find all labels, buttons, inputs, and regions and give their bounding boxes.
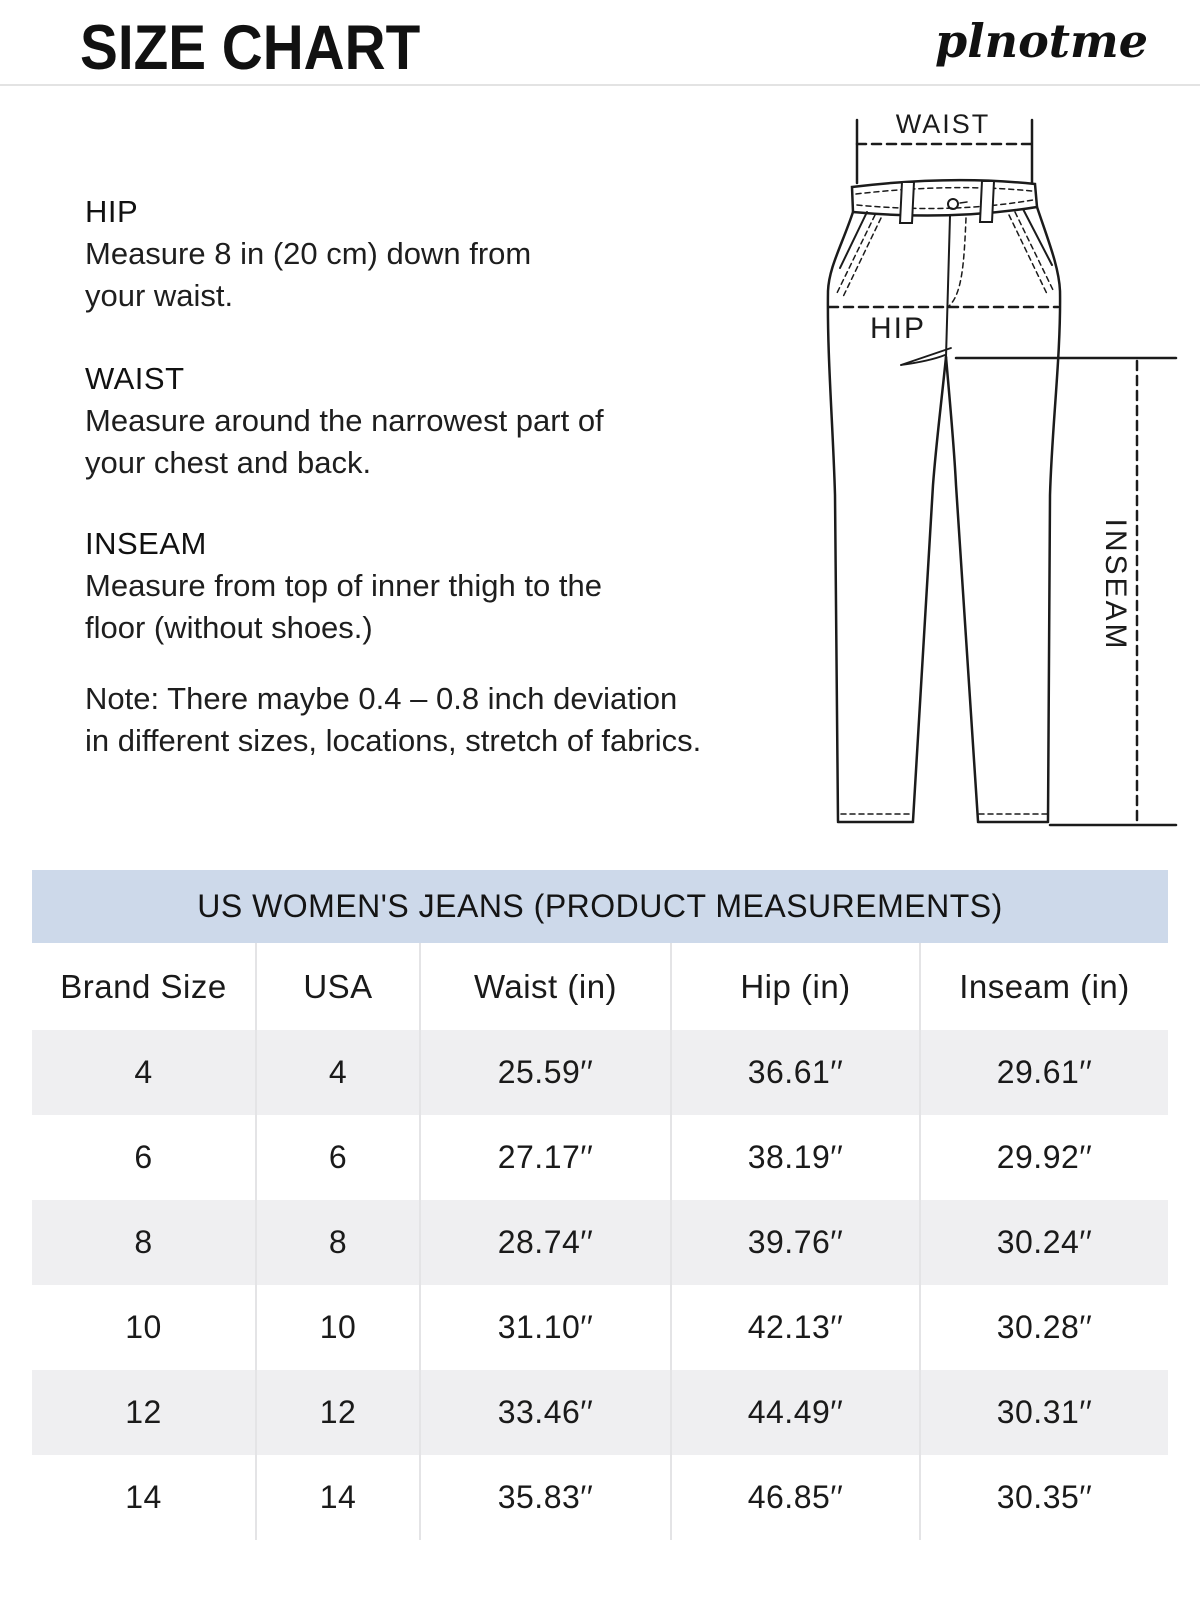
size-table [32,870,1168,1540]
cell-waist: 35.83′′ [419,1455,670,1540]
inseam-instruction-block [85,523,795,649]
table-row [32,1200,1168,1285]
note-line-1: Note: There maybe 0.4 – 0.8 inch deviation [85,681,678,716]
table-row [32,1115,1168,1200]
cell-usa: 12 [255,1370,419,1455]
cell-waist: 25.59′′ [419,1030,670,1115]
cell-usa: 6 [255,1115,419,1200]
hip-instruction-block [85,191,795,317]
brand-logo: plnotme [935,14,1148,68]
cell-hip: 42.13′′ [670,1285,919,1370]
cell-usa: 8 [255,1200,419,1285]
note-line-2: in different sizes, locations, stretch of fabrics. [85,723,702,758]
cell-brand-size: 10 [125,1309,162,1345]
column-header-usa: USA [255,943,419,1030]
hip-diagram-label: HIP [870,312,927,345]
hip-line-2: your waist. [85,278,234,313]
column-header-inseam: Inseam (in) [919,943,1168,1030]
inseam-line-1: Measure from top of inner thigh to the [85,568,602,603]
cell-inseam: 30.31′′ [919,1370,1168,1455]
note-block [85,678,795,762]
cell-usa: 4 [255,1030,419,1115]
hip-line-1: Measure 8 in (20 cm) down from [85,236,532,271]
cell-usa: 10 [255,1285,419,1370]
cell-brand-size: 12 [125,1394,162,1430]
table-row [32,1370,1168,1455]
waist-heading: WAIST [85,361,185,396]
inseam-line-2: floor (without shoes.) [85,610,373,645]
cell-usa: 14 [255,1455,419,1540]
cell-brand-size: 6 [134,1139,153,1175]
inseam-diagram-label: INSEAM [1099,518,1132,652]
cell-hip: 36.61′′ [670,1030,919,1115]
cell-waist: 33.46′′ [419,1370,670,1455]
cell-hip: 39.76′′ [670,1200,919,1285]
waist-line-2: your chest and back. [85,445,372,480]
cell-brand-size: 4 [134,1054,153,1090]
cell-brand-size: 14 [125,1479,162,1515]
table-row [32,1455,1168,1540]
cell-waist: 27.17′′ [419,1115,670,1200]
cell-inseam: 30.35′′ [919,1455,1168,1540]
cell-inseam: 30.24′′ [919,1200,1168,1285]
header-divider [0,84,1200,86]
cell-hip: 44.49′′ [670,1370,919,1455]
cell-inseam: 30.28′′ [919,1285,1168,1370]
size-table-title: US WOMEN'S JEANS (PRODUCT MEASUREMENTS) [32,870,1168,943]
table-row [32,1285,1168,1370]
column-header-hip: Hip (in) [670,943,919,1030]
waist-instruction-block [85,358,795,484]
waist-diagram-label: WAIST [895,109,991,139]
size-table-header-row [32,943,1168,1030]
cell-hip: 38.19′′ [670,1115,919,1200]
page-title: SIZE CHART [80,13,421,83]
waist-line-1: Measure around the narrowest part of [85,403,604,438]
table-row [32,1030,1168,1115]
cell-waist: 31.10′′ [419,1285,670,1370]
cell-inseam: 29.61′′ [919,1030,1168,1115]
column-header-brand-size: Brand Size [60,967,227,1005]
cell-inseam: 29.92′′ [919,1115,1168,1200]
cell-hip: 46.85′′ [670,1455,919,1540]
hip-heading: HIP [85,194,139,229]
pants-measurement-diagram [790,95,1180,840]
cell-brand-size: 8 [134,1224,153,1260]
inseam-heading: INSEAM [85,526,207,561]
cell-waist: 28.74′′ [419,1200,670,1285]
column-header-waist: Waist (in) [419,943,670,1030]
